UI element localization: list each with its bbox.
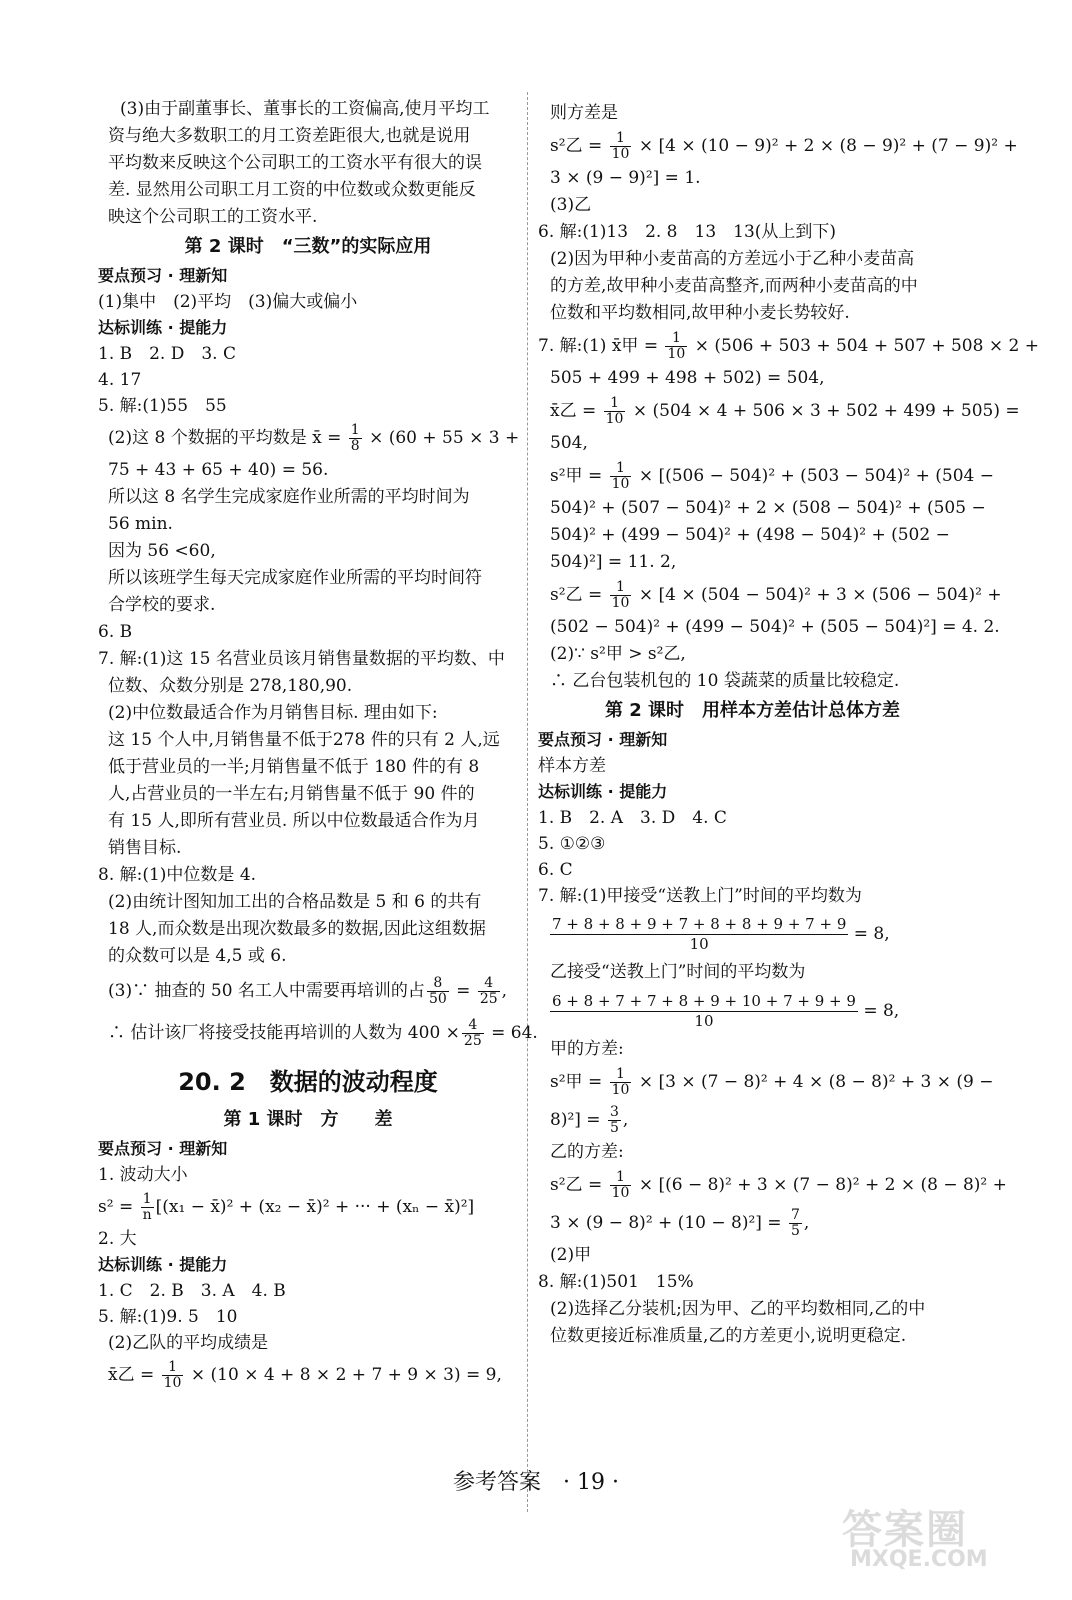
- numerator: 1: [350, 422, 360, 438]
- fraction: [462, 1018, 484, 1049]
- text-line: 位数、众数分别是 278,180,90.: [108, 676, 353, 696]
- denominator: 25: [463, 1033, 482, 1049]
- section-label: 要点预习 · 理新知: [538, 730, 668, 749]
- numerator: 3: [609, 1104, 619, 1120]
- denominator: 25: [479, 991, 498, 1007]
- numerator: 1: [604, 396, 626, 412]
- answer-line: 6. B: [98, 622, 133, 642]
- formula-line: [550, 127, 1018, 165]
- formula-line: [550, 986, 955, 1036]
- formula-text: × (10 × 4 + 8 × 2 + 7 + 9 × 3) = 9,: [185, 1365, 502, 1385]
- numerator: 4: [462, 1018, 484, 1034]
- formula-line: [550, 1204, 955, 1242]
- text-line: 乙的方差:: [550, 1142, 624, 1162]
- formula-line: 504)²] = 11. 2,: [550, 552, 677, 572]
- formula-line: [108, 1356, 508, 1394]
- text-line: 这 15 个人中,月销售量不低于278 件的只有 2 人,远: [108, 730, 500, 750]
- numerator: 1: [610, 580, 632, 596]
- text-line: 的方差,故甲种小麦苗高整齐,而两种小麦苗高的中: [550, 276, 918, 296]
- formula-text: × [4 × (504 − 504)² + 3 × (506 − 504)² +: [633, 585, 1002, 605]
- fraction: [478, 976, 500, 1007]
- lesson-heading: 第 1 课时 方 差: [223, 1109, 393, 1130]
- right-column: [538, 100, 1039, 1350]
- formula-text: x̄乙 =: [108, 1365, 160, 1385]
- denominator: 10: [689, 935, 709, 953]
- fraction: [349, 423, 362, 454]
- text-line: (3)由于副董事长、董事长的工资偏高,使月平均工: [120, 99, 490, 119]
- formula-text: 3 × (9 − 8)² + (10 − 8)²] =: [550, 1213, 787, 1233]
- fraction: [608, 1105, 621, 1136]
- formula-text: s²乙 =: [550, 585, 608, 605]
- fraction: [550, 992, 858, 1031]
- answer-line: 7. 解:(1)甲接受“送教上门”时间的平均数为: [538, 886, 862, 906]
- fraction: [162, 1360, 184, 1391]
- text-line: 18 人,而众数是出现次数最多的数据,因此这组数据: [108, 919, 486, 939]
- formula-line: [108, 1012, 538, 1054]
- fraction: [610, 1067, 632, 1098]
- formula-text: = 64.: [485, 1023, 538, 1043]
- text-line: 则方差是: [550, 103, 618, 123]
- answer-line: 5. 解:(1)9. 5 10: [98, 1307, 238, 1327]
- text-line: 56 min.: [108, 514, 173, 534]
- formula-text: × (60 + 55 × 3 +: [363, 428, 520, 448]
- section-label: 达标训练 · 提能力: [538, 782, 668, 801]
- formula-text: s²乙 =: [550, 136, 608, 156]
- left-column: [98, 96, 538, 1394]
- answer-line: (3)乙: [550, 195, 592, 215]
- text-line: ∴ 乙台包装机包的 10 袋蔬菜的质量比较稳定.: [550, 671, 900, 691]
- section-label: 要点预习 · 理新知: [98, 1139, 228, 1158]
- text-line: 位数和平均数相同,故甲种小麦长势较好.: [550, 303, 850, 323]
- numerator: 1: [610, 131, 632, 147]
- text-line: 所以这 8 名学生完成家庭作业所需的平均时间为: [108, 487, 470, 507]
- fraction: [141, 1192, 154, 1223]
- formula-line: [550, 1101, 955, 1139]
- numerator: 1: [665, 331, 687, 347]
- answer-line: 1. 波动大小: [98, 1165, 188, 1185]
- fraction: [610, 1170, 632, 1201]
- formula-line: [550, 909, 955, 959]
- formula-line: [538, 327, 1039, 365]
- answer-line: 8. 解:(1)501 15%: [538, 1272, 694, 1292]
- formula-text: × [3 × (7 − 8)² + 4 × (8 − 8)² + 3 × (9 −: [633, 1072, 994, 1092]
- formula-line: 504)² + (499 − 504)² + (498 − 504)² + (502 −: [550, 525, 950, 545]
- denominator: 10: [163, 1375, 182, 1391]
- formula-line: [98, 1188, 508, 1226]
- lesson-heading: 第 2 课时 “三数”的实际应用: [184, 236, 432, 257]
- fraction: [604, 396, 626, 427]
- section-heading: 20. 2 数据的波动程度: [178, 1068, 438, 1096]
- formula-text: × (506 + 503 + 504 + 507 + 508 × 2 +: [689, 336, 1039, 356]
- text-line: 乙接受“送教上门”时间的平均数为: [550, 962, 806, 982]
- text-line: 平均数来反映这个公司职工的工资水平有很大的误: [108, 153, 482, 173]
- denominator: 50: [428, 991, 447, 1007]
- page-footer: 参考答案 · 19 ·: [453, 1470, 619, 1495]
- formula-text: 8)²] =: [550, 1110, 606, 1130]
- section-label: 要点预习 · 理新知: [98, 266, 228, 285]
- text-line: 销售目标.: [108, 838, 182, 858]
- formula-line: 504,: [550, 433, 588, 453]
- answer-line: (1)集中 (2)平均 (3)偏大或偏小: [98, 292, 358, 312]
- formula-text: [(x₁ − x̄)² + (x₂ − x̄)² + ··· + (xₙ − x̄)²]: [155, 1197, 475, 1217]
- denominator: 5: [609, 1120, 619, 1136]
- text-line: 甲的方差:: [550, 1039, 624, 1059]
- numerator: 7 + 8 + 8 + 9 + 7 + 8 + 8 + 9 + 7 + 9: [552, 915, 847, 933]
- formula-line: [108, 419, 520, 457]
- numerator: 4: [478, 976, 500, 992]
- fraction: [427, 976, 449, 1007]
- denominator: 10: [605, 411, 624, 427]
- formula-text: ,: [803, 1213, 810, 1233]
- formula-line: [550, 457, 994, 495]
- formula-text: s²乙 =: [550, 1175, 608, 1195]
- text-line: 的众数可以是 4,5 或 6.: [108, 946, 287, 966]
- text-line: (2)选择乙分装机;因为甲、乙的平均数相同,乙的中: [550, 1299, 926, 1319]
- answer-line: 样本方差: [538, 756, 606, 776]
- formula-text: (3)∵ 抽查的 50 名工人中需要再培训的占: [108, 981, 425, 1001]
- formula-line: (2)∵ s²甲 > s²乙,: [550, 644, 686, 664]
- text-line: 差. 显然用公司职工月工资的中位数或众数更能反: [108, 180, 476, 200]
- formula-line: 505 + 499 + 498 + 502) = 504,: [550, 368, 825, 388]
- answer-line: 6. 解:(1)13 2. 8 13 13(从上到下): [538, 222, 837, 242]
- section-label: 达标训练 · 提能力: [98, 318, 228, 337]
- answer-line: (2)甲: [550, 1245, 592, 1265]
- formula-text: s²甲 =: [550, 1072, 608, 1092]
- numerator: 1: [610, 461, 632, 477]
- answer-line: 8. 解:(1)中位数是 4.: [98, 865, 257, 885]
- formula-text: = 8,: [857, 1001, 900, 1021]
- formula-line: 75 + 43 + 65 + 40) = 56.: [108, 460, 329, 480]
- text-line: 有 15 人,即所有营业员. 所以中位数最适合作为月: [108, 811, 480, 831]
- formula-text: ,: [622, 1110, 629, 1130]
- formula-line: (502 − 504)² + (499 − 504)² + (505 − 504)²] = 4. 2.: [550, 617, 1000, 637]
- formula-line: 504)² + (507 − 504)² + 2 × (508 − 504)² + (505 −: [550, 498, 986, 518]
- text-line: 人,占营业员的一半左右;月销售量不低于 90 件的: [108, 784, 475, 804]
- denominator: n: [142, 1207, 152, 1223]
- watermark-logo: [832, 1492, 1042, 1572]
- text-line: 合学校的要求.: [108, 595, 216, 615]
- lesson-heading: 第 2 课时 用样本方差估计总体方差: [604, 700, 901, 721]
- answer-line: 5. ①②③: [538, 834, 606, 854]
- text-line: (2)由统计图知加工出的合格品数是 5 和 6 的共有: [108, 892, 482, 912]
- denominator: 10: [611, 146, 630, 162]
- answer-line: 6. C: [538, 860, 573, 880]
- answer-line: 2. 大: [98, 1229, 137, 1249]
- formula-line: 3 × (9 − 9)²] = 1.: [550, 168, 701, 188]
- formula-line: [550, 576, 1002, 614]
- text-line: 位数更接近标准质量,乙的方差更小,说明更稳定.: [550, 1326, 907, 1346]
- fraction: [610, 461, 632, 492]
- watermark-title: 答案圈: [842, 1507, 968, 1553]
- denominator: 10: [611, 1185, 630, 1201]
- text-line: 低于营业员的一半;月销售量不低于 180 件的有 8: [108, 757, 480, 777]
- numerator: 7: [790, 1207, 800, 1223]
- denominator: 10: [667, 346, 686, 362]
- formula-line: [550, 1166, 1007, 1204]
- numerator: 1: [141, 1192, 154, 1208]
- denominator: 10: [611, 595, 630, 611]
- text-line: (2)乙队的平均成绩是: [108, 1333, 269, 1353]
- fraction: [610, 131, 632, 162]
- denominator: 8: [350, 438, 360, 454]
- fraction: [665, 331, 687, 362]
- formula-line: [550, 392, 1020, 430]
- text-line: 所以该班学生每天完成家庭作业所需的平均时间符: [108, 568, 482, 588]
- formula-text: s²甲 =: [550, 466, 608, 486]
- text-line: 资与绝大多数职工的月工资差距很大,也就是说用: [108, 126, 471, 146]
- formula-text: x̄乙 =: [550, 401, 602, 421]
- formula-text: 7. 解:(1) x̄甲 =: [538, 336, 664, 356]
- answer-line: 1. C 2. B 3. A 4. B: [98, 1281, 286, 1301]
- denominator: 10: [694, 1012, 714, 1030]
- column-divider: [527, 92, 528, 1512]
- numerator: 1: [610, 1067, 632, 1083]
- formula-line: [550, 1063, 994, 1101]
- answer-line: 4. 17: [98, 370, 142, 390]
- numerator: 1: [162, 1360, 184, 1376]
- denominator: 5: [790, 1223, 800, 1239]
- text-line: 映这个公司职工的工资水平.: [108, 207, 318, 227]
- formula-text: × [(6 − 8)² + 3 × (7 − 8)² + 2 × (8 − 8)² +: [633, 1175, 1007, 1195]
- answer-line: 5. 解:(1)55 55: [98, 396, 227, 416]
- formula-text: × [4 × (10 − 9)² + 2 × (8 − 9)² + (7 − 9)² +: [633, 136, 1018, 156]
- text-line: (2)因为甲种小麦苗高的方差远小于乙种小麦苗高: [550, 249, 915, 269]
- formula-text: s² =: [98, 1197, 139, 1217]
- denominator: 10: [611, 476, 630, 492]
- answer-line: 1. B 2. A 3. D 4. C: [538, 808, 727, 828]
- watermark-url: MXQE.COM: [850, 1547, 988, 1572]
- section-label: 达标训练 · 提能力: [98, 1255, 228, 1274]
- fraction: [789, 1208, 802, 1239]
- numerator: 8: [427, 976, 449, 992]
- denominator: 10: [611, 1082, 630, 1098]
- formula-text: × [(506 − 504)² + (503 − 504)² + (504 −: [633, 466, 994, 486]
- numerator: 1: [610, 1170, 632, 1186]
- formula-text: = 8,: [848, 924, 890, 944]
- formula-line: (3)∵ 抽查的 50 名工人中需要再培训的占 $\frac{8}{50}$ = $\frac{4}{25}$ ,: [108, 975, 508, 1007]
- answer-line: 7. 解:(1)这 15 名营业员该月销售量数据的平均数、中: [98, 649, 505, 669]
- formula-text: (2)这 8 个数据的平均数是 x̄ =: [108, 428, 347, 448]
- fraction: [550, 915, 848, 954]
- numerator: 6 + 8 + 7 + 7 + 8 + 9 + 10 + 7 + 9 + 9: [552, 992, 856, 1010]
- text-line: 因为 56 <60,: [108, 541, 216, 561]
- answer-line: 1. B 2. D 3. C: [98, 344, 237, 364]
- text-line: (2)中位数最适合作为月销售目标. 理由如下:: [108, 703, 438, 723]
- formula-text: ∴ 估计该厂将接受技能再培训的人数为 400 ×: [108, 1023, 460, 1043]
- fraction: [610, 580, 632, 611]
- formula-text: × (504 × 4 + 506 × 3 + 502 + 499 + 505) =: [627, 401, 1020, 421]
